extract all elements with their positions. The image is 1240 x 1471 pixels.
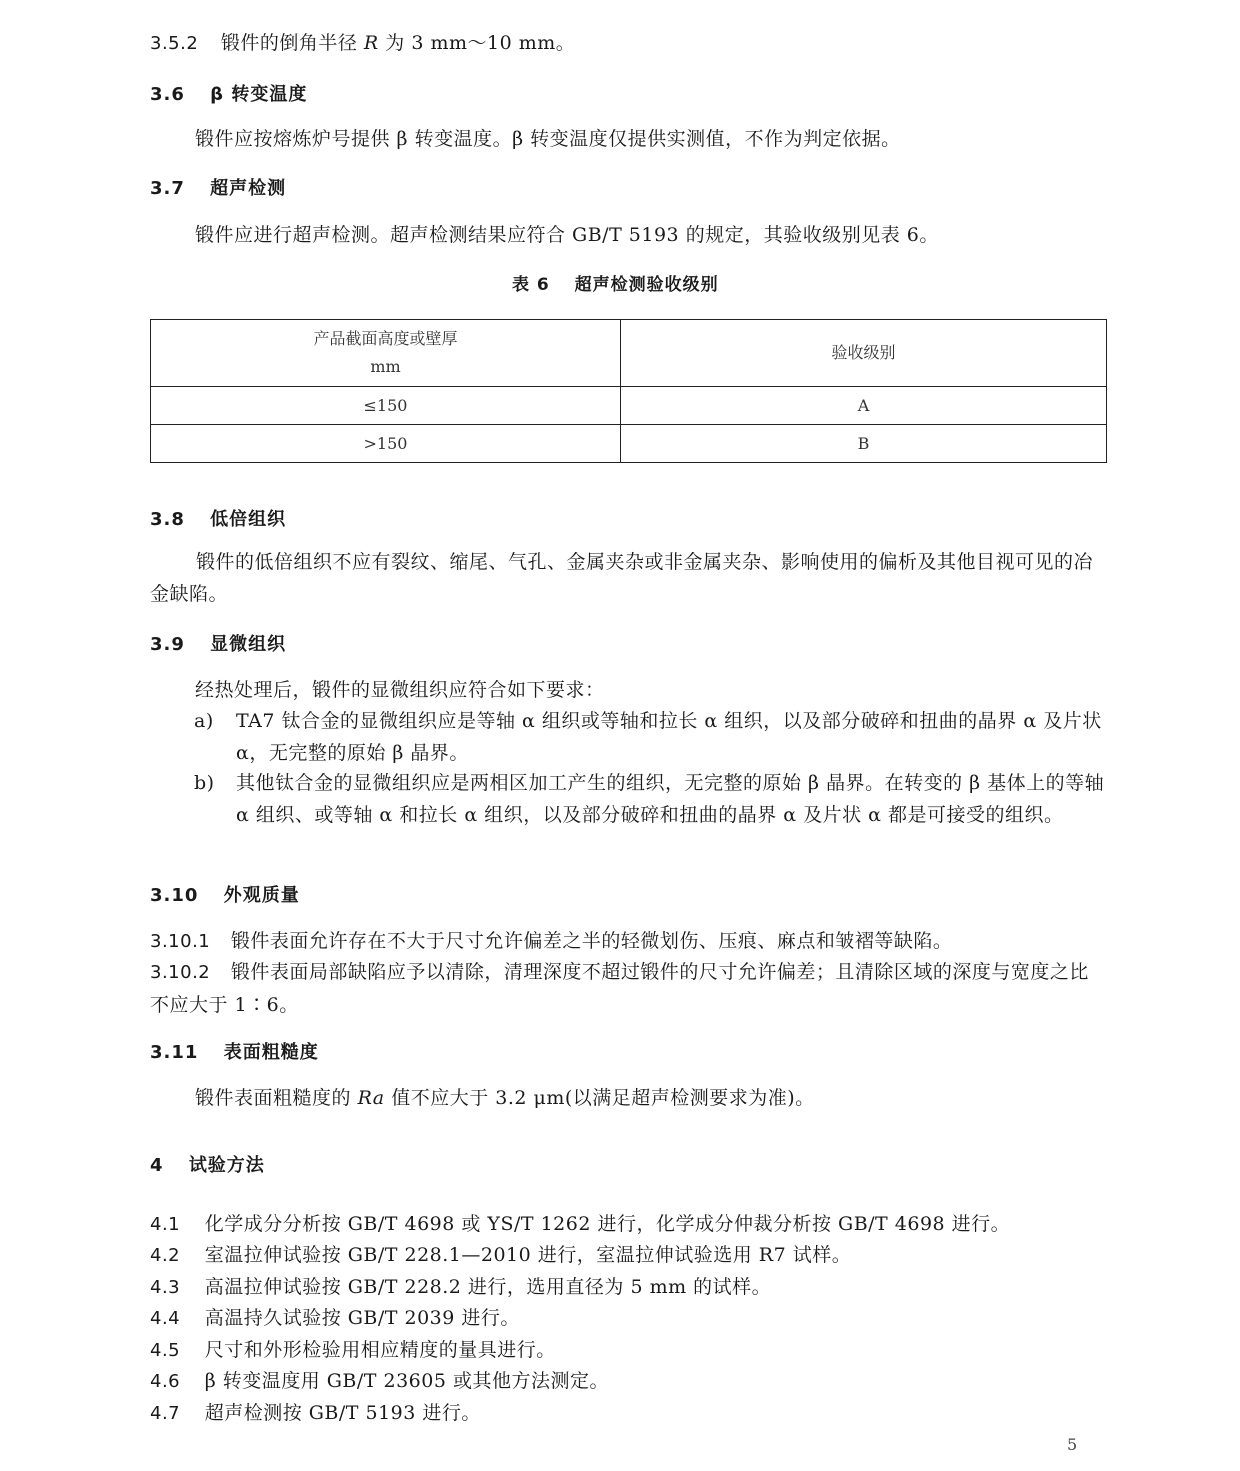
list-item-text: TA7 钛合金的显微组织应是等轴 α 组织或等轴和拉长 α 组织，以及部分破碎和扭曲的晶界 α 及片状 α，无完整的原始 β 晶界。: [236, 710, 1102, 764]
item-text: 尺寸和外形检验用相应精度的量具进行。: [204, 1339, 556, 1361]
page-number: 5: [1067, 1435, 1078, 1454]
clause-number: 3.10.1: [150, 931, 211, 952]
list-marker: a): [194, 710, 214, 732]
header-thickness-label: 产品截面高度或壁厚: [313, 329, 458, 348]
section-number: 3.7: [150, 178, 185, 199]
item-text: 超声检测按 GB/T 5193 进行。: [204, 1402, 481, 1424]
test-method-item: [150, 1366, 609, 1397]
section-heading-4: [150, 1151, 265, 1177]
section-heading-3-11: [150, 1038, 319, 1064]
test-method-item: [150, 1335, 556, 1366]
section-heading-3-7: [150, 174, 286, 200]
clause-number: 3.10.2: [150, 962, 211, 983]
table-number: 表 6: [512, 275, 550, 295]
item-number: 4.1: [150, 1214, 181, 1235]
body-text-pre: 锻件表面粗糙度的: [195, 1087, 352, 1109]
item-text: 化学成分分析按 GB/T 4698 或 YS/T 1262 进行，化学成分仲裁分析按 GB/T 4698 进行。: [204, 1213, 1011, 1235]
section-3-9-intro: 经热处理后，锻件的显微组织应符合如下要求：: [195, 679, 605, 701]
clause-3-10-1: [150, 926, 952, 957]
body-text-post: 值不应大于 3.2 μm(以满足超声检测要求为准)。: [391, 1087, 815, 1109]
section-title: 表面粗糙度: [223, 1042, 319, 1063]
section-heading-3-8: [150, 505, 286, 531]
test-method-item: [150, 1303, 520, 1334]
test-method-item: [150, 1272, 771, 1303]
clause-text-post: 为 3 mm～10 mm。: [385, 32, 576, 54]
item-text: 室温拉伸试验按 GB/T 228.1—2010 进行，室温拉伸试验选用 R7 试样。: [204, 1244, 852, 1266]
section-title: 试验方法: [188, 1155, 265, 1176]
section-title: β 转变温度: [210, 84, 308, 105]
table-row: [151, 425, 1107, 463]
test-method-item: [150, 1398, 481, 1429]
section-title: 显微组织: [210, 634, 287, 655]
section-3-11-body: [195, 1083, 815, 1113]
list-marker: b): [194, 772, 215, 794]
section-3-8-body: 锻件的低倍组织不应有裂纹、缩尾、气孔、金属夹杂或非金属夹杂、影响使用的偏析及其他目视可见的冶金缺陷。: [150, 551, 1094, 605]
acceptance-level-table: [150, 319, 1107, 463]
clause-3-10-2: [150, 956, 1106, 1021]
cell-thickness: >150: [151, 425, 621, 463]
section-heading-3-10: [150, 881, 300, 907]
header-thickness-unit: mm: [370, 357, 401, 376]
section-title: 超声检测: [210, 178, 287, 199]
item-number: 4.6: [150, 1371, 181, 1392]
section-3-7-body: 锻件应进行超声检测。超声检测结果应符合 GB/T 5193 的规定，其验收级别见表 6。: [195, 224, 939, 246]
section-number: 3.8: [150, 509, 185, 530]
table-caption: [512, 270, 719, 295]
clause-text-pre: 锻件的倒角半径: [220, 32, 358, 54]
section-number: 3.11: [150, 1042, 199, 1063]
section-heading-3-6: [150, 80, 307, 106]
section-3-6-body: 锻件应按熔炼炉号提供 β 转变温度。β 转变温度仅提供实测值，不作为判定依据。: [195, 128, 901, 150]
roughness-variable: Ra: [357, 1087, 385, 1109]
cell-level: B: [621, 425, 1107, 463]
header-acceptance-level: 验收级别: [621, 320, 1107, 387]
item-text: β 转变温度用 GB/T 23605 或其他方法测定。: [204, 1370, 609, 1392]
section-heading-3-9: [150, 630, 286, 656]
item-number: 4.3: [150, 1277, 181, 1298]
list-item-text: 其他钛合金的显微组织应是两相区加工产生的组织，无完整的原始 β 晶界。在转变的 β 基体上的等轴 α 组织、或等轴 α 和拉长 α 组织，以及部分破碎和扭曲的晶界 α 及片状 α 都是可接受的组织。: [236, 772, 1105, 826]
item-number: 4.4: [150, 1308, 181, 1329]
header-thickness: [151, 320, 621, 387]
cell-thickness: ≤150: [151, 387, 621, 425]
list-item: [194, 767, 1106, 831]
item-number: 4.7: [150, 1403, 181, 1424]
clause-text: 锻件表面允许存在不大于尺寸允许偏差之半的轻微划伤、压痕、麻点和皱褶等缺陷。: [230, 930, 953, 952]
item-number: 4.2: [150, 1245, 181, 1266]
clause-number: 3.5.2: [150, 33, 199, 54]
table-header-row: [151, 320, 1107, 387]
item-number: 4.5: [150, 1340, 181, 1361]
section-number: 3.6: [150, 84, 185, 105]
test-method-item: [150, 1209, 1010, 1240]
table-title: 超声检测验收级别: [574, 275, 719, 295]
section-number: 3.9: [150, 634, 185, 655]
section-title: 低倍组织: [210, 509, 287, 530]
clause-3-5-2: [150, 28, 575, 59]
clause-text: 锻件表面局部缺陷应予以清除，清理深度不超过锻件的尺寸允许偏差；且清除区域的深度与宽度之比不应大于 1∶6。: [150, 961, 1089, 1016]
item-text: 高温拉伸试验按 GB/T 228.2 进行，选用直径为 5 mm 的试样。: [204, 1276, 772, 1298]
list-item: [194, 705, 1106, 769]
section-title: 外观质量: [223, 885, 300, 906]
item-text: 高温持久试验按 GB/T 2039 进行。: [204, 1307, 520, 1329]
test-method-item: [150, 1240, 851, 1271]
table-row: [151, 387, 1107, 425]
section-number: 3.10: [150, 885, 199, 906]
cell-level: A: [621, 387, 1107, 425]
radius-variable: R: [363, 32, 379, 54]
section-number: 4: [150, 1155, 164, 1176]
